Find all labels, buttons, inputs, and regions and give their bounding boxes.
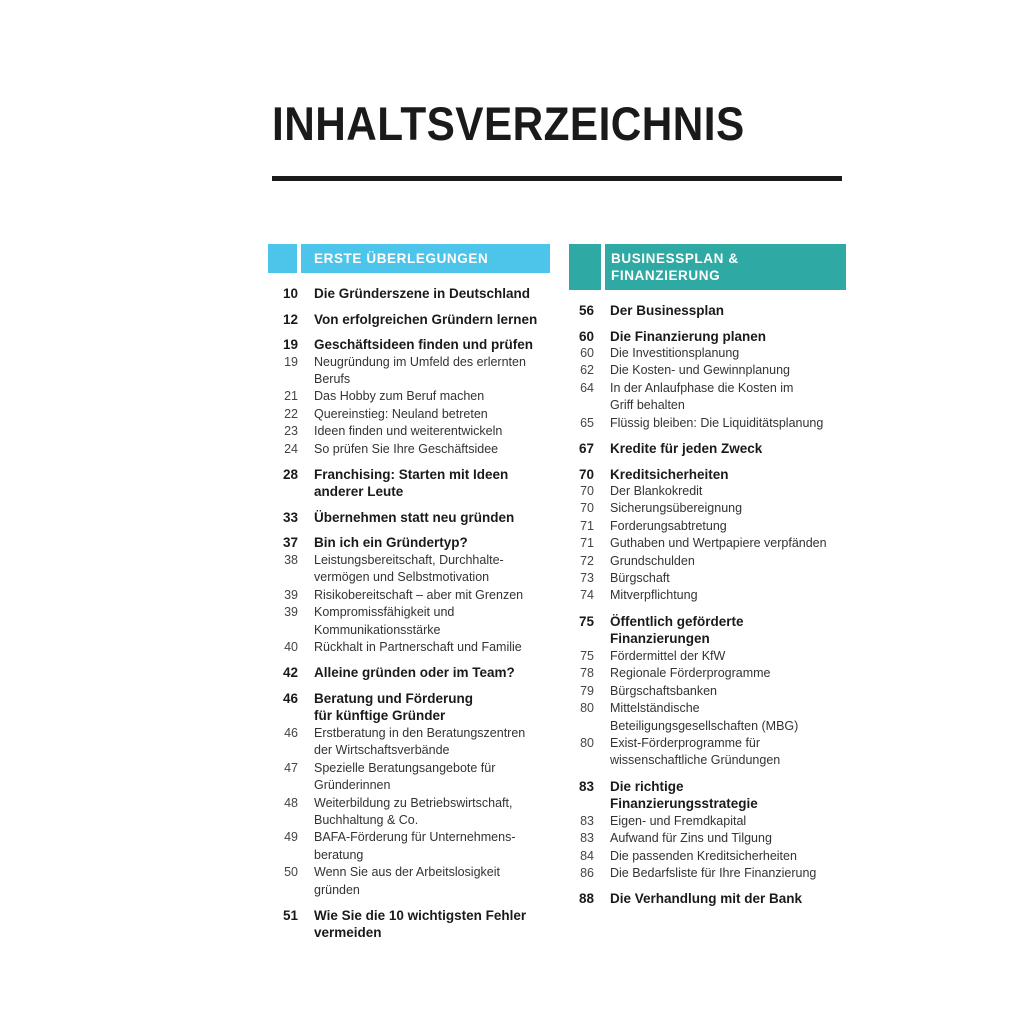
entry-title-line: Flüssig bleiben: Die Liquiditätsplanung xyxy=(610,415,824,430)
toc-subentry xyxy=(569,665,846,682)
entry-title-line: Die Finanzierung planen xyxy=(610,328,767,344)
entry-title xyxy=(298,509,550,527)
entry-title xyxy=(594,570,846,587)
entry-title-line: Risikobereitschaft – aber mit Grenzen xyxy=(314,587,524,602)
page-number: 79 xyxy=(580,683,594,698)
toc-entries-left xyxy=(268,285,550,942)
toc-subentry xyxy=(268,423,550,440)
toc-chapter-entry xyxy=(569,613,846,648)
entry-title xyxy=(298,406,550,423)
entry-title-line: Kreditsicherheiten xyxy=(610,466,729,482)
entry-title-line: Die richtige xyxy=(610,778,684,794)
page-number: 60 xyxy=(580,346,594,360)
page-number: 62 xyxy=(580,363,594,378)
page-number: 49 xyxy=(284,830,298,845)
toc-chapter-entry xyxy=(268,466,550,501)
page-title: INHALTSVERZEICHNIS xyxy=(272,97,745,150)
page-number: 71 xyxy=(580,518,594,533)
entry-title-line: BAFA-Förderung für Unternehmens- xyxy=(314,830,516,845)
section-heading-bar xyxy=(301,244,550,273)
toc-subentry xyxy=(569,362,846,379)
section-heading-stub xyxy=(268,244,297,273)
toc-subentry xyxy=(569,553,846,570)
entry-title-line: Gründerinnen xyxy=(314,778,391,793)
entry-title-line: wissenschaftliche Gründungen xyxy=(610,753,781,768)
section-heading-stub xyxy=(569,244,601,290)
page-number: 67 xyxy=(578,441,594,457)
entry-title-line: Wie Sie die 10 wichtigsten Fehler xyxy=(314,907,527,923)
entry-title xyxy=(594,830,846,847)
page-number: 60 xyxy=(578,328,594,344)
page-number: 75 xyxy=(578,613,594,629)
entry-title-line: Die passenden Kreditsicherheiten xyxy=(610,848,797,863)
toc-subentry xyxy=(569,700,846,735)
toc-chapter-entry xyxy=(268,311,550,329)
entry-title-line: Wenn Sie aus der Arbeitslosigkeit xyxy=(314,865,500,880)
entry-title xyxy=(298,441,550,458)
entry-title-line: Ideen finden und weiterentwickeln xyxy=(314,424,503,439)
entry-title xyxy=(298,829,550,864)
toc-subentry xyxy=(569,735,846,770)
page-number: 80 xyxy=(580,735,594,750)
toc-chapter-entry xyxy=(268,285,550,303)
toc-chapter-entry xyxy=(268,907,550,942)
entry-title-line: Die Gründerszene in Deutschland xyxy=(314,286,531,301)
entry-title xyxy=(594,865,846,882)
entry-title-line: Finanzierungsstrategie xyxy=(610,796,758,812)
entry-title xyxy=(594,587,846,604)
toc-subentry xyxy=(569,683,846,700)
entry-title xyxy=(594,648,846,665)
entry-title-line: Griff behalten xyxy=(610,398,685,413)
entry-title xyxy=(594,518,846,535)
toc-subentry xyxy=(569,865,846,882)
page-number: 80 xyxy=(580,701,594,716)
entry-title-line: beratung xyxy=(314,847,364,862)
page-number: 75 xyxy=(580,648,594,663)
entry-title-line: für künftige Gründer xyxy=(314,708,446,724)
page-number: 42 xyxy=(282,665,298,681)
entry-title-line: der Wirtschaftsverbände xyxy=(314,743,450,758)
entry-title-line: Neugründung im Umfeld des erlernten xyxy=(314,354,526,369)
toc-chapter-entry xyxy=(569,328,846,346)
page-number: 48 xyxy=(284,795,298,810)
entry-title-line: Forderungsabtretung xyxy=(610,518,727,533)
entry-title xyxy=(594,302,846,320)
entry-title-line: Franchising: Starten mit Ideen xyxy=(314,466,509,482)
entry-title xyxy=(298,354,550,389)
toc-entries-right xyxy=(569,302,846,908)
page-number: 84 xyxy=(580,848,594,863)
entry-title xyxy=(594,440,846,458)
entry-title-line: Kommunikationsstärke xyxy=(314,622,441,637)
entry-title xyxy=(298,587,550,604)
entry-title-line: Mittelständische xyxy=(610,701,700,716)
page-number: 39 xyxy=(284,587,298,602)
entry-title xyxy=(594,362,846,379)
toc-subentry xyxy=(569,648,846,665)
toc-chapter-entry xyxy=(569,302,846,320)
entry-title-line: Fördermittel der KfW xyxy=(610,648,726,663)
page-number: 83 xyxy=(580,831,594,846)
toc-subentry xyxy=(268,587,550,604)
toc-subentry xyxy=(569,500,846,517)
section-heading-left xyxy=(268,244,550,273)
toc-subentry xyxy=(569,570,846,587)
page-number: 37 xyxy=(282,535,298,551)
entry-title xyxy=(298,388,550,405)
page-number: 71 xyxy=(580,536,594,551)
entry-title xyxy=(298,795,550,830)
page-number: 86 xyxy=(580,865,594,880)
page-number: 46 xyxy=(282,690,298,706)
entry-title xyxy=(594,466,846,484)
toc-chapter-entry xyxy=(268,664,550,682)
entry-title xyxy=(594,665,846,682)
entry-title-line: Guthaben und Wertpapiere verpfänden xyxy=(610,536,827,551)
page-number: 28 xyxy=(282,466,298,482)
entry-title-line: Leistungsbereitschaft, Durchhalte- xyxy=(314,552,504,567)
entry-title-line: Das Hobby zum Beruf machen xyxy=(314,389,485,404)
entry-title-line: Beteiligungsgesellschaften (MBG) xyxy=(610,718,799,733)
toc-subentry xyxy=(569,345,846,362)
toc-subentry xyxy=(569,830,846,847)
entry-title xyxy=(298,534,550,552)
page-number: 72 xyxy=(580,553,594,568)
toc-chapter-entry xyxy=(268,336,550,354)
entry-title xyxy=(594,345,846,362)
toc-subentry xyxy=(569,518,846,535)
entry-title xyxy=(594,483,846,500)
entry-title xyxy=(594,328,846,346)
toc-subentry xyxy=(268,760,550,795)
section-heading-text: BUSINESSPLAN & xyxy=(611,251,739,266)
entry-title xyxy=(594,500,846,517)
entry-title-line: Die Verhandlung mit der Bank xyxy=(610,891,803,907)
page-number: 56 xyxy=(578,303,594,318)
entry-title-line: Kompromissfähigkeit und xyxy=(314,605,455,620)
entry-title-line: Öffentlich geförderte xyxy=(610,613,744,629)
entry-title xyxy=(298,311,550,329)
page-number: 10 xyxy=(282,286,298,301)
toc-subentry xyxy=(268,864,550,899)
title-rule xyxy=(272,176,842,181)
toc-chapter-entry xyxy=(268,534,550,552)
page-number: 74 xyxy=(580,588,594,603)
entry-title-line: vermeiden xyxy=(314,925,382,941)
entry-title-line: Mitverpflichtung xyxy=(610,588,698,603)
toc-subentry xyxy=(268,388,550,405)
page-number: 83 xyxy=(578,778,594,794)
toc-subentry xyxy=(268,725,550,760)
entry-title xyxy=(594,813,846,830)
entry-title-line: gründen xyxy=(314,882,360,897)
entry-title-line: Bürgschaftsbanken xyxy=(610,683,718,698)
toc-subentry xyxy=(268,552,550,587)
entry-title-line: vermögen und Selbstmotivation xyxy=(314,570,490,585)
entry-title-line: Eigen- und Fremdkapital xyxy=(610,813,747,828)
entry-title xyxy=(298,664,550,682)
page-number: 24 xyxy=(284,441,298,456)
entry-title xyxy=(594,735,846,770)
entry-title-line: Regionale Förderprogramme xyxy=(610,666,771,681)
entry-title xyxy=(298,864,550,899)
toc-subentry xyxy=(268,354,550,389)
entry-title xyxy=(594,535,846,552)
entry-title-line: Sicherungsübereignung xyxy=(610,501,743,516)
toc-chapter-entry xyxy=(569,440,846,458)
toc-chapter-entry xyxy=(569,466,846,484)
page-number: 23 xyxy=(284,424,298,439)
page-number: 65 xyxy=(580,415,594,430)
entry-title xyxy=(298,285,550,303)
page-number: 73 xyxy=(580,571,594,586)
entry-title-line: Bürgschaft xyxy=(610,571,670,586)
toc-column-erste-ueberlegungen xyxy=(268,244,550,942)
toc-subentry xyxy=(569,415,846,432)
entry-title xyxy=(298,690,550,725)
entry-title xyxy=(298,466,550,501)
toc-subentry xyxy=(569,535,846,552)
section-heading-text: ERSTE ÜBERLEGUNGEN xyxy=(314,251,489,266)
entry-title-line: Geschäftsideen finden und prüfen xyxy=(314,337,534,352)
entry-title-line: Beratung und Förderung xyxy=(314,690,473,706)
entry-title xyxy=(298,336,550,354)
toc-chapter-entry xyxy=(268,509,550,527)
section-heading-text: FINANZIERUNG xyxy=(611,268,721,283)
entry-title-line: Spezielle Beratungsangebote für xyxy=(314,760,496,775)
page-number: 83 xyxy=(580,813,594,828)
toc-chapter-entry xyxy=(268,690,550,725)
toc-subentry xyxy=(569,483,846,500)
entry-title xyxy=(298,552,550,587)
entry-title-line: Alleine gründen oder im Team? xyxy=(314,665,515,681)
toc-subentry xyxy=(268,441,550,458)
page-number: 64 xyxy=(580,380,594,395)
entry-title-line: Der Blankokredit xyxy=(610,484,703,499)
entry-title-line: Die Investitionsplanung xyxy=(610,346,740,360)
section-heading-bar xyxy=(605,244,846,290)
page-number: 33 xyxy=(282,509,298,525)
page-number: 19 xyxy=(284,354,298,369)
page-number: 40 xyxy=(284,639,298,654)
entry-title xyxy=(594,613,846,648)
entry-title-line: Die Bedarfsliste für Ihre Finanzierung xyxy=(610,865,817,880)
toc-subentry xyxy=(268,639,550,656)
page-number: 50 xyxy=(284,865,298,880)
entry-title xyxy=(594,778,846,813)
section-heading-right xyxy=(569,244,846,290)
toc-subentry xyxy=(268,406,550,423)
page-number: 21 xyxy=(284,389,298,404)
entry-title-line: Aufwand für Zins und Tilgung xyxy=(610,831,772,846)
entry-title xyxy=(298,725,550,760)
entry-title xyxy=(594,553,846,570)
page-number: 39 xyxy=(284,605,298,620)
toc-subentry xyxy=(268,829,550,864)
page-number: 19 xyxy=(282,337,298,352)
page-number: 46 xyxy=(284,725,298,740)
entry-title-line: Bin ich ein Gründertyp? xyxy=(314,535,468,551)
entry-title-line: Exist-Förderprogramme für xyxy=(610,735,761,750)
entry-title-line: Die Kosten- und Gewinnplanung xyxy=(610,363,790,378)
entry-title-line: Buchhaltung & Co. xyxy=(314,812,419,827)
page-number: 22 xyxy=(284,406,298,421)
toc-subentry xyxy=(268,795,550,830)
entry-title xyxy=(594,700,846,735)
entry-title-line: Rückhalt in Partnerschaft und Familie xyxy=(314,639,522,654)
entry-title-line: So prüfen Sie Ihre Geschäftsidee xyxy=(314,441,499,456)
entry-title xyxy=(298,639,550,656)
entry-title-line: Übernehmen statt neu gründen xyxy=(314,509,515,525)
page-number: 12 xyxy=(282,311,298,327)
page-number: 78 xyxy=(580,666,594,681)
page-number: 70 xyxy=(580,501,594,516)
entry-title xyxy=(594,380,846,415)
entry-title xyxy=(594,890,846,908)
toc-subentry xyxy=(569,848,846,865)
entry-title xyxy=(298,760,550,795)
entry-title-line: Quereinstieg: Neuland betreten xyxy=(314,406,488,421)
toc-column-businessplan xyxy=(569,244,846,908)
entry-title-line: In der Anlaufphase die Kosten im xyxy=(610,380,794,395)
entry-title xyxy=(594,848,846,865)
page-number: 47 xyxy=(284,760,298,775)
toc-subentry xyxy=(569,587,846,604)
toc-chapter-entry xyxy=(569,890,846,908)
entry-title-line: Kredite für jeden Zweck xyxy=(610,441,763,457)
entry-title-line: Grundschulden xyxy=(610,553,695,568)
page-number: 51 xyxy=(282,907,298,923)
toc-subentry xyxy=(569,813,846,830)
entry-title xyxy=(298,423,550,440)
page-number: 70 xyxy=(580,484,594,499)
entry-title-line: Berufs xyxy=(314,371,351,386)
entry-title xyxy=(298,604,550,639)
page-number: 38 xyxy=(284,552,298,567)
entry-title xyxy=(298,907,550,942)
entry-title-line: Weiterbildung zu Betriebswirtschaft, xyxy=(314,795,513,810)
entry-title-line: Der Businessplan xyxy=(610,303,725,318)
entry-title xyxy=(594,683,846,700)
toc-subentry xyxy=(268,604,550,639)
entry-title-line: Von erfolgreichen Gründern lernen xyxy=(314,311,538,327)
entry-title xyxy=(594,415,846,432)
toc-chapter-entry xyxy=(569,778,846,813)
page-number: 88 xyxy=(578,891,594,907)
page-number: 70 xyxy=(578,466,594,482)
toc-subentry xyxy=(569,380,846,415)
entry-title-line: Erstberatung in den Beratungszentren xyxy=(314,725,526,740)
entry-title-line: anderer Leute xyxy=(314,484,404,500)
entry-title-line: Finanzierungen xyxy=(610,631,710,647)
